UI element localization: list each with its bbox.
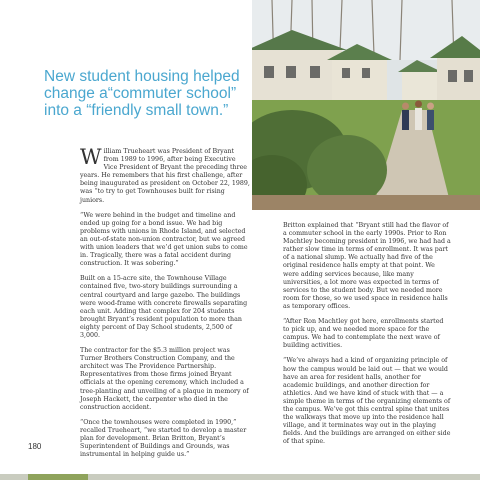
paragraph-8: “We’ve always had a kind of organizing principle of how the campus would be laid out — that we would have an area for resident halls, another for academic buildings, and another direction for athletics. And we have kind of stuck with that — a simple theme in terms of the organizing elements of the campus. We’ve got this central spine that unites the walkways that move up into the residence hall village, and it terminates way out in the playing fields. And the buildings are arranged on either side of that spine. [283,357,451,446]
page-number: 180 [28,442,42,451]
paragraph-text: illiam Trueheart was President of Bryant from 1989 to 1996, after being Executive Vice President of Bryant the preceding three years. He remembers that his first challenge, after being inaugurated as president on October 22, 1989, was “to try to get Townhouses built for rising juniors. [80,148,250,204]
right-column [283,222,451,453]
paragraph-4: The contractor for the $5.3 million project was Turner Brothers Construction Company, and the architect was The Providence Partnership. Representatives from those firms joined Bryant officials at the opening ceremony, which included a tree-planting and unveiling of a plaque in memory of Joseph Hackett, the carpenter who died in the construction accident. [80,347,249,411]
left-column [80,145,250,466]
paragraph-7: “After Ron Machtley got here, enrollments started to pick up, and we needed more space for the campus. We had to contemplate the next wave of building activities. [283,318,444,350]
drop-cap: W [80,145,102,169]
paragraph-1 [80,145,250,205]
footer-accent-bar [28,474,88,480]
headline: New student housing helped change a“commuter school” into a “friendly small town.” [44,68,240,119]
paragraph-2: “We were behind in the budget and timeline and ended up going for a bond issue. We had big problems with unions in Rhode Island, and selected an out-of-state non-union contractor, but we agreed with union leaders that we’d get union subs to come in. Tragically, there was a fatal accident during construction. It was sobering.” [80,211,248,268]
paragraph-3: Built on a 15-acre site, the Townhouse Village contained five, two-story buildings surrounding a central courtyard and large gazebo. The buildings were wood-frame with concrete firewalls separating each unit. Adding that complex for 204 students brought Bryant’s resident population to more than eighty percent of Day School students, 2,500 of 3,000. [80,275,248,339]
townhouse-photo [252,0,480,210]
paragraph-5: “Once the townhouses were completed in 1990,” recalled Trueheart, “we started to develop a master plan for development. Brian Britton, Bryant’s Superintendent of Buildings and Grounds, was instrumental in helping guide us.” [80,418,247,459]
paragraph-6: Britton explained that “Bryant still had the flavor of a commuter school in the early 1990s. Prior to Ron Machtley becoming president in 1996, we had had a rather slow time in terms of enrollment. It was part of a national slump. We actually had five of the original residence halls empty at that point. We were adding services because, like many universities, a lot more was expected in terms of services to the student body. But we needed more room for those, so we used space in residence halls as temporary offices. [283,222,451,310]
